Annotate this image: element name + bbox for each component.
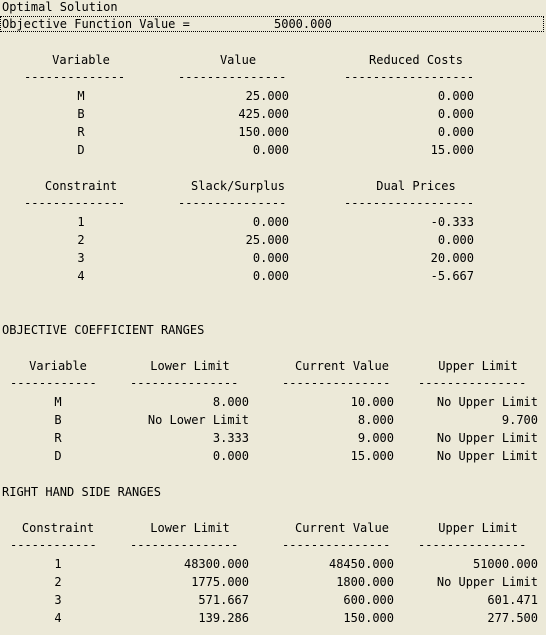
obj-header-upper: Upper Limit <box>438 359 518 373</box>
rhs-header-current: Current Value <box>295 521 389 535</box>
solution-underline-variable: -------------- <box>24 70 126 84</box>
table-cell: No Upper Limit <box>436 431 538 445</box>
table-cell: 25.000 <box>245 233 289 247</box>
table-cell: 0.000 <box>252 143 289 157</box>
table-cell: 139.286 <box>198 611 249 625</box>
table-cell: R <box>54 431 62 445</box>
table-cell: 2 <box>77 233 85 247</box>
obj-header-lower: Lower Limit <box>150 359 230 373</box>
table-cell: 15.000 <box>430 143 474 157</box>
table-cell: 0.000 <box>437 89 474 103</box>
table-cell: B <box>54 413 62 427</box>
rhs-ranges-title: RIGHT HAND SIDE RANGES <box>2 485 161 499</box>
rhs-underline-upper: --------------- <box>418 538 527 552</box>
table-cell: 9.000 <box>357 431 394 445</box>
table-cell: R <box>77 125 85 139</box>
objective-label: Objective Function Value = <box>2 17 190 31</box>
table-cell: No Lower Limit <box>147 413 249 427</box>
table-cell: 51000.000 <box>472 557 538 571</box>
table-cell: No Upper Limit <box>436 449 538 463</box>
table-cell: 150.000 <box>343 611 394 625</box>
constraint-underline-constraint: -------------- <box>24 196 126 210</box>
solution-header-reduced-costs: Reduced Costs <box>369 53 463 67</box>
table-cell: 150.000 <box>238 125 289 139</box>
solution-underline-reduced-costs: ------------------ <box>344 70 475 84</box>
table-cell: 600.000 <box>343 593 394 607</box>
obj-header-current: Current Value <box>295 359 389 373</box>
table-cell: 1 <box>77 215 85 229</box>
rhs-underline-constraint: ------------ <box>10 538 97 552</box>
table-cell: 10.000 <box>350 395 394 409</box>
table-cell: D <box>54 449 62 463</box>
objective-value: 5000.000 <box>274 17 332 31</box>
table-cell: No Upper Limit <box>436 395 538 409</box>
table-cell: No Upper Limit <box>436 575 538 589</box>
table-cell: 3 <box>54 593 62 607</box>
rhs-header-lower: Lower Limit <box>150 521 230 535</box>
table-cell: 3.333 <box>212 431 249 445</box>
table-cell: 0.000 <box>252 269 289 283</box>
table-cell: 20.000 <box>430 251 474 265</box>
constraint-header-constraint: Constraint <box>44 179 118 193</box>
table-cell: 25.000 <box>245 89 289 103</box>
constraint-header-slack: Slack/Surplus <box>191 179 285 193</box>
table-cell: 48300.000 <box>183 557 249 571</box>
table-cell: 1775.000 <box>191 575 249 589</box>
output-title: Optimal Solution <box>2 0 118 14</box>
table-cell: 601.471 <box>487 593 538 607</box>
rhs-header-upper: Upper Limit <box>438 521 518 535</box>
solution-header-value: Value <box>219 53 257 67</box>
rhs-underline-current: --------------- <box>282 538 391 552</box>
table-cell: B <box>77 107 85 121</box>
constraint-underline-dual: ------------------ <box>344 196 475 210</box>
table-cell: 425.000 <box>238 107 289 121</box>
table-cell: 2 <box>54 575 62 589</box>
obj-underline-upper: --------------- <box>418 376 527 390</box>
table-cell: 1 <box>54 557 62 571</box>
table-cell: 0.000 <box>437 233 474 247</box>
table-cell: M <box>54 395 62 409</box>
table-cell: 8.000 <box>357 413 394 427</box>
table-cell: 4 <box>54 611 62 625</box>
table-cell: 0.000 <box>437 107 474 121</box>
obj-header-variable: Variable <box>29 359 87 373</box>
table-cell: 277.500 <box>487 611 538 625</box>
constraint-header-dual: Dual Prices <box>376 179 456 193</box>
obj-underline-variable: ------------ <box>10 376 97 390</box>
table-cell: 571.667 <box>198 593 249 607</box>
table-cell: 0.000 <box>437 125 474 139</box>
table-cell: M <box>77 89 85 103</box>
obj-underline-current: --------------- <box>282 376 391 390</box>
obj-underline-lower: --------------- <box>130 376 239 390</box>
table-cell: 3 <box>77 251 85 265</box>
table-cell: -5.667 <box>430 269 474 283</box>
table-cell: 0.000 <box>212 449 249 463</box>
table-cell: 0.000 <box>252 215 289 229</box>
rhs-header-constraint: Constraint <box>21 521 95 535</box>
table-cell: 8.000 <box>212 395 249 409</box>
table-cell: D <box>77 143 85 157</box>
table-cell: 48450.000 <box>328 557 394 571</box>
solution-header-variable: Variable <box>52 53 110 67</box>
constraint-underline-slack: --------------- <box>178 196 287 210</box>
solution-underline-value: --------------- <box>178 70 287 84</box>
table-cell: -0.333 <box>430 215 474 229</box>
obj-ranges-title: OBJECTIVE COEFFICIENT RANGES <box>2 323 205 337</box>
rhs-underline-lower: --------------- <box>130 538 239 552</box>
table-cell: 15.000 <box>350 449 394 463</box>
table-cell: 1800.000 <box>336 575 394 589</box>
table-cell: 0.000 <box>252 251 289 265</box>
table-cell: 4 <box>77 269 85 283</box>
table-cell: 9.700 <box>501 413 538 427</box>
